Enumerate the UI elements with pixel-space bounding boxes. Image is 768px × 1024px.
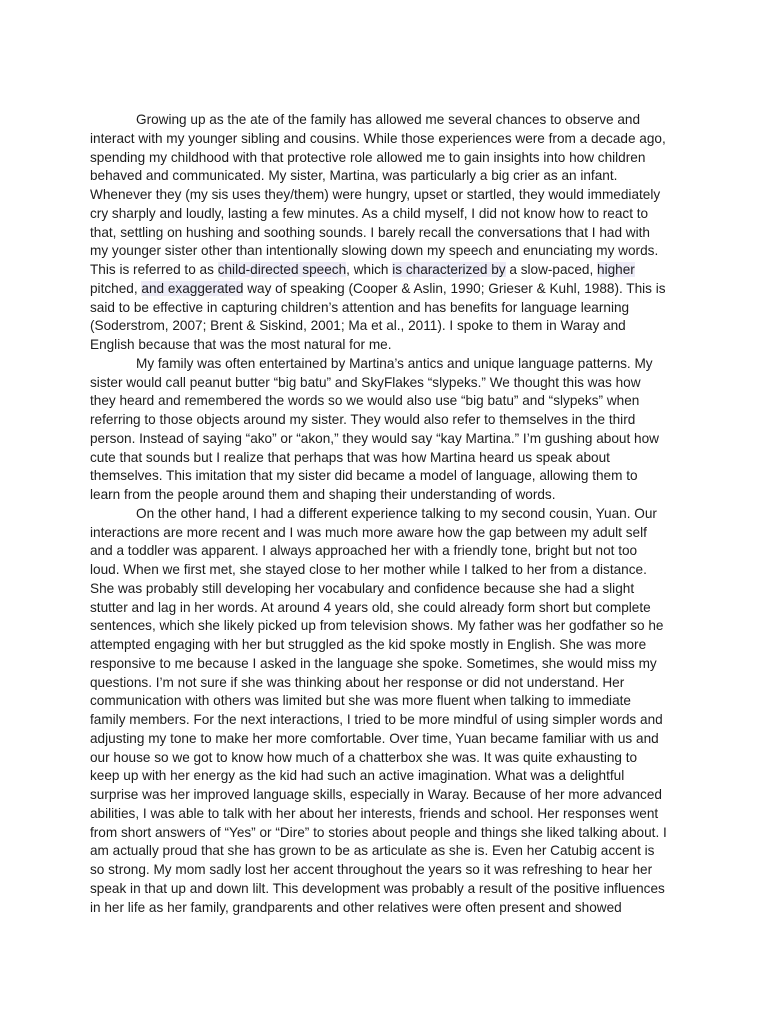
text-line: from short answers of “Yes” or “Dire” to stories about people and things she liked talking about. I	[90, 824, 667, 840]
text-line: attempted engaging with her but struggled as the kid spoke mostly in English. She was more	[90, 637, 647, 652]
text-line: our house so we got to know how much of a chatterbox she was. It was quite exhausting to	[90, 749, 638, 765]
text-line: referring to those objects around my sister. They would also refer to themselves in the third	[90, 412, 636, 427]
text-line: questions. I’m not sure if she was thinking about her response or did not understand. Her	[90, 674, 625, 690]
text-line: On the other hand, I had a different experience talking to my second cousin, Yuan. Our	[136, 505, 657, 521]
text-line: spending my childhood with that protective role allowed me to gain insights into how children	[90, 149, 646, 165]
text-line: interact with my younger sibling and cousins. While those experiences were from a decade ago,	[90, 130, 666, 146]
highlighted-phrase: is characterized by	[392, 262, 506, 277]
text-line: (Soderstrom, 2007; Brent & Siskind, 2001; Ma et al., 2011). I spoke to them in Waray and	[90, 318, 626, 334]
text-line: and a toddler was apparent. I always approached her with a friendly tone, bright but not too	[90, 543, 638, 559]
text-line: cute that sounds but I realize that perhaps that was how Martina heard us speak about	[90, 449, 610, 465]
text-line	[90, 280, 678, 299]
text-line: am actually proud that she has grown to be as articulate as she is. Even her Catubig accent is	[90, 843, 655, 859]
text-line: Growing up as the ate of the family has allowed me several chances to observe and	[136, 112, 641, 127]
text-line: that, settling on hushing and soothing sounds. I barely recall the conversations that I had with	[90, 224, 650, 240]
text-line: responsive to me because I asked in the language she spoke. Sometimes, she would miss my	[90, 655, 657, 671]
text-line: speak in that up and down lilt. This development was probably a result of the positive influences	[90, 880, 665, 896]
text-line: said to be effective in capturing children’s attention and has benefits for language learning	[90, 299, 630, 315]
text-segment: a slow-paced,	[505, 262, 598, 277]
text-line: keep up with her energy as the kid had such an active imagination. What was a delightful	[90, 768, 625, 784]
highlighted-phrase: higher	[597, 262, 635, 277]
text-line: so strong. My mom sadly lost her accent throughout the years so it was refreshing to hear her	[90, 862, 653, 877]
highlighted-phrase: and exaggerated	[141, 280, 244, 296]
text-line: they heard and remembered the words so we would also use “big batu” and “slypeks” when	[90, 393, 640, 409]
text-line: communication with others was limited but she was more fluent when talking to immediate	[90, 693, 631, 709]
text-line: my younger sister other than intentionally slowing down my speech and enunciating my words.	[90, 243, 659, 259]
text-line: sentences, which she likely picked up from television shows. My father was her godfather so he	[90, 618, 664, 634]
text-line: abilities, I was able to talk with her about her interests, friends and school. Her responses went	[90, 805, 659, 821]
text-line: surprise was her improved language skills, especially in Waray. Because of her more advanced	[90, 787, 662, 802]
text-line: English because that was the most natural for me.	[90, 337, 392, 352]
document-body	[90, 111, 678, 917]
text-line: adjusting my tone to make her more comfortable. Over time, Yuan became familiar with us and	[90, 730, 659, 746]
highlighted-phrase: child-directed speech	[217, 262, 347, 277]
text-line: learn from the people around them and shaping their understanding of words.	[90, 487, 556, 502]
text-line: themselves. This imitation that my sister did became a model of language, allowing them to	[90, 468, 638, 484]
text-line: interactions are more recent and I was much more aware how the gap between my adult self	[90, 524, 647, 540]
text-line: person. Instead of saying “ako” or “akon,” they would say “kay Martina.” I’m gushing about how	[90, 430, 659, 446]
text-line: in her life as her family, grandparents and other relatives were often present and showed	[90, 899, 622, 915]
text-line: She was probably still developing her vocabulary and confidence because she had a slight	[90, 580, 635, 596]
text-line: Whenever they (my sis uses they/them) were hungry, upset or startled, they would immediately	[90, 187, 661, 202]
text-segment: pitched,	[90, 280, 142, 296]
text-line: stutter and lag in her words. At around 4 years old, she could already form short but complete	[90, 599, 651, 615]
text-line: sister would call peanut butter “big batu” and SkyFlakes “slypeks.” We thought this was how	[90, 374, 641, 390]
text-line	[90, 261, 678, 280]
text-line: cry sharply and loudly, lasting a few minutes. As a child myself, I did not know how to react to	[90, 205, 649, 221]
text-line: My family was often entertained by Martina’s antics and unique language patterns. My	[136, 355, 653, 371]
text-line: behaved and communicated. My sister, Martina, was particularly a big crier as an infant.	[90, 168, 618, 184]
text-segment: , which	[346, 262, 393, 277]
text-segment: This is referred to as	[90, 262, 218, 277]
text-line: loud. When we first met, she stayed close to her mother while I talked to her from a distance.	[90, 562, 647, 577]
text-line: family members. For the next interactions, I tried to be more mindful of using simpler words and	[90, 712, 663, 727]
text-segment: way of speaking (Cooper & Aslin, 1990; Grieser & Kuhl, 1988). This is	[243, 280, 666, 296]
